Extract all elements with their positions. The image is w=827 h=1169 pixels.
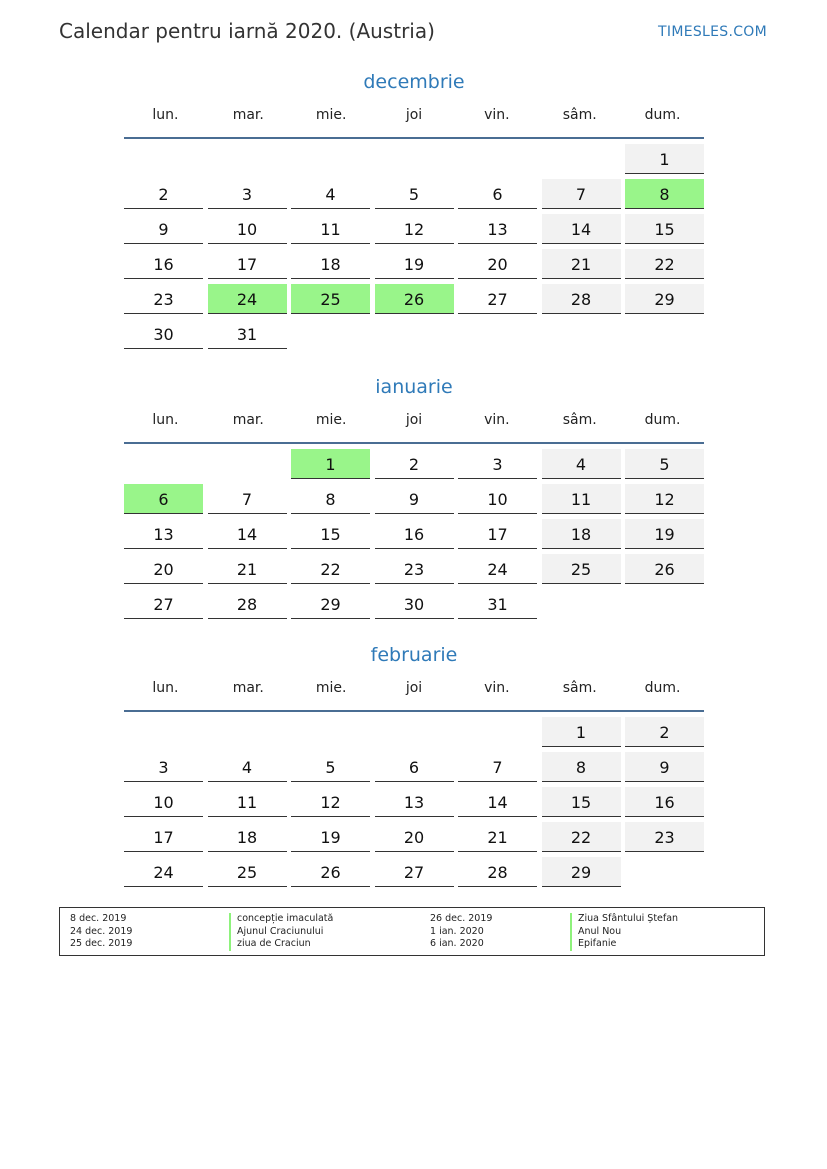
day-cell: 8 <box>291 484 370 514</box>
day-cell: 5 <box>291 752 370 782</box>
day-cell: 18 <box>208 822 287 852</box>
day-cell: 9 <box>124 214 203 244</box>
day-cell: 15 <box>542 787 621 817</box>
day-cell: 22 <box>625 249 704 279</box>
day-cell: 17 <box>458 519 537 549</box>
day-cell: 3 <box>208 179 287 209</box>
day-cell: 4 <box>208 752 287 782</box>
day-cell: 26 <box>291 857 370 887</box>
weekday-label: lun. <box>152 680 179 696</box>
weekday-label: sâm. <box>562 680 597 696</box>
day-cell: 28 <box>458 857 537 887</box>
empty-cell <box>458 717 537 746</box>
day-cell: 2 <box>124 179 203 209</box>
day-cell: 21 <box>208 554 287 584</box>
empty-cell <box>458 144 537 173</box>
weekday-label: vin. <box>484 680 510 696</box>
weekday-label: mie. <box>315 412 347 428</box>
day-cell: 10 <box>458 484 537 514</box>
day-cell: 7 <box>458 752 537 782</box>
legend-holiday-name: Epifanie <box>570 938 678 951</box>
weekday-label: lun. <box>152 107 179 123</box>
day-cell: 11 <box>291 214 370 244</box>
month-december <box>124 68 704 349</box>
legend-date: 26 dec. 2019 <box>430 913 493 924</box>
legend-holiday-name: concepție imaculată <box>229 913 333 926</box>
day-cell: 4 <box>291 179 370 209</box>
day-cell: 29 <box>291 589 370 619</box>
empty-cell <box>291 717 370 746</box>
day-cell: 12 <box>291 787 370 817</box>
day-cell: 27 <box>458 284 537 314</box>
legend-holiday-name: Ajunul Craciunului <box>229 926 333 939</box>
day-cell: 28 <box>208 589 287 619</box>
empty-cell <box>375 717 454 746</box>
day-cell: 5 <box>625 449 704 479</box>
legend-dates-left <box>70 913 132 951</box>
brand-link[interactable]: TIMESLES.COM <box>658 24 767 40</box>
day-cell: 12 <box>625 484 704 514</box>
day-cell: 15 <box>625 214 704 244</box>
weekday-label: sâm. <box>562 107 597 123</box>
day-cell: 15 <box>291 519 370 549</box>
weekday-header <box>124 676 704 712</box>
empty-cell <box>291 144 370 173</box>
day-cell: 10 <box>208 214 287 244</box>
holiday-day-cell: 25 <box>291 284 370 314</box>
month-title: februarie <box>370 644 458 666</box>
day-cell: 1 <box>625 144 704 174</box>
legend-date: 25 dec. 2019 <box>70 938 133 950</box>
weekday-header <box>124 103 704 139</box>
day-cell: 28 <box>542 284 621 314</box>
day-cell: 13 <box>375 787 454 817</box>
day-cell: 3 <box>458 449 537 479</box>
empty-cell <box>124 449 203 478</box>
holiday-day-cell: 1 <box>291 449 370 479</box>
day-cell: 7 <box>542 179 621 209</box>
holiday-day-cell: 8 <box>625 179 704 209</box>
weekday-label: mar. <box>232 680 264 696</box>
day-cell: 10 <box>124 787 203 817</box>
legend-holiday-name: ziua de Craciun <box>229 938 333 951</box>
legend-names-left <box>229 913 333 951</box>
day-cell: 17 <box>208 249 287 279</box>
weekday-label: lun. <box>152 412 179 428</box>
weekday-label: joi <box>405 412 423 428</box>
day-cell: 29 <box>625 284 704 314</box>
day-cell: 13 <box>124 519 203 549</box>
day-cell: 23 <box>124 284 203 314</box>
day-cell: 2 <box>625 717 704 747</box>
day-cell: 20 <box>375 822 454 852</box>
weekday-header <box>124 408 704 444</box>
weekday-label: joi <box>405 107 423 123</box>
day-cell: 13 <box>458 214 537 244</box>
month-february <box>124 641 704 887</box>
day-cell: 25 <box>208 857 287 887</box>
day-cell: 18 <box>291 249 370 279</box>
day-cell: 6 <box>375 752 454 782</box>
empty-cell <box>124 717 203 746</box>
day-cell: 14 <box>208 519 287 549</box>
day-cell: 1 <box>542 717 621 747</box>
day-grid <box>124 717 704 887</box>
empty-cell <box>375 144 454 173</box>
weekday-label: dum. <box>644 107 681 123</box>
day-cell: 18 <box>542 519 621 549</box>
day-cell: 24 <box>458 554 537 584</box>
legend-holiday-name: Ziua Sfântului Ștefan <box>570 913 678 926</box>
day-cell: 9 <box>375 484 454 514</box>
day-cell: 22 <box>542 822 621 852</box>
day-cell: 16 <box>124 249 203 279</box>
month-title: ianuarie <box>375 376 453 398</box>
weekday-label: mar. <box>232 412 264 428</box>
holiday-legend <box>59 907 765 956</box>
holiday-day-cell: 6 <box>124 484 203 514</box>
day-cell: 30 <box>375 589 454 619</box>
day-cell: 25 <box>542 554 621 584</box>
day-cell: 14 <box>458 787 537 817</box>
day-cell: 31 <box>208 319 287 349</box>
empty-cell <box>124 144 203 173</box>
month-title: decembrie <box>363 71 465 93</box>
day-grid <box>124 449 704 619</box>
day-cell: 16 <box>375 519 454 549</box>
day-cell: 5 <box>375 179 454 209</box>
empty-cell <box>208 449 287 478</box>
day-cell: 7 <box>208 484 287 514</box>
day-grid <box>124 144 704 349</box>
day-cell: 11 <box>208 787 287 817</box>
month-january <box>124 373 704 619</box>
day-cell: 23 <box>375 554 454 584</box>
legend-date: 1 ian. 2020 <box>430 925 484 937</box>
day-cell: 2 <box>375 449 454 479</box>
day-cell: 19 <box>375 249 454 279</box>
weekday-label: dum. <box>644 680 681 696</box>
day-cell: 21 <box>458 822 537 852</box>
day-cell: 20 <box>458 249 537 279</box>
empty-cell <box>208 717 287 746</box>
weekday-label: mar. <box>232 107 264 123</box>
day-cell: 11 <box>542 484 621 514</box>
empty-cell <box>542 144 621 173</box>
day-cell: 27 <box>375 857 454 887</box>
legend-date: 8 dec. 2019 <box>70 913 127 924</box>
weekday-label: dum. <box>644 412 681 428</box>
legend-names-right <box>570 913 678 951</box>
holiday-day-cell: 26 <box>375 284 454 314</box>
weekday-label: vin. <box>484 107 510 123</box>
day-cell: 22 <box>291 554 370 584</box>
day-cell: 6 <box>458 179 537 209</box>
legend-holiday-name: Anul Nou <box>570 926 678 939</box>
legend-date: 24 dec. 2019 <box>70 925 133 937</box>
day-cell: 3 <box>124 752 203 782</box>
day-cell: 14 <box>542 214 621 244</box>
day-cell: 4 <box>542 449 621 479</box>
day-cell: 12 <box>375 214 454 244</box>
day-cell: 30 <box>124 319 203 349</box>
legend-dates-right <box>430 913 492 951</box>
day-cell: 17 <box>124 822 203 852</box>
weekday-label: mie. <box>315 107 347 123</box>
day-cell: 8 <box>542 752 621 782</box>
day-cell: 27 <box>124 589 203 619</box>
day-cell: 9 <box>625 752 704 782</box>
day-cell: 19 <box>625 519 704 549</box>
day-cell: 23 <box>625 822 704 852</box>
day-cell: 24 <box>124 857 203 887</box>
weekday-label: mie. <box>315 680 347 696</box>
weekday-label: vin. <box>484 412 510 428</box>
day-cell: 19 <box>291 822 370 852</box>
holiday-day-cell: 24 <box>208 284 287 314</box>
day-cell: 31 <box>458 589 537 619</box>
day-cell: 26 <box>625 554 704 584</box>
empty-cell <box>208 144 287 173</box>
day-cell: 29 <box>542 857 621 887</box>
day-cell: 16 <box>625 787 704 817</box>
weekday-label: joi <box>405 680 423 696</box>
day-cell: 20 <box>124 554 203 584</box>
day-cell: 21 <box>542 249 621 279</box>
page-title: Calendar pentru iarnă 2020. (Austria) <box>59 19 435 43</box>
weekday-label: sâm. <box>562 412 597 428</box>
legend-date: 6 ian. 2020 <box>430 938 484 950</box>
